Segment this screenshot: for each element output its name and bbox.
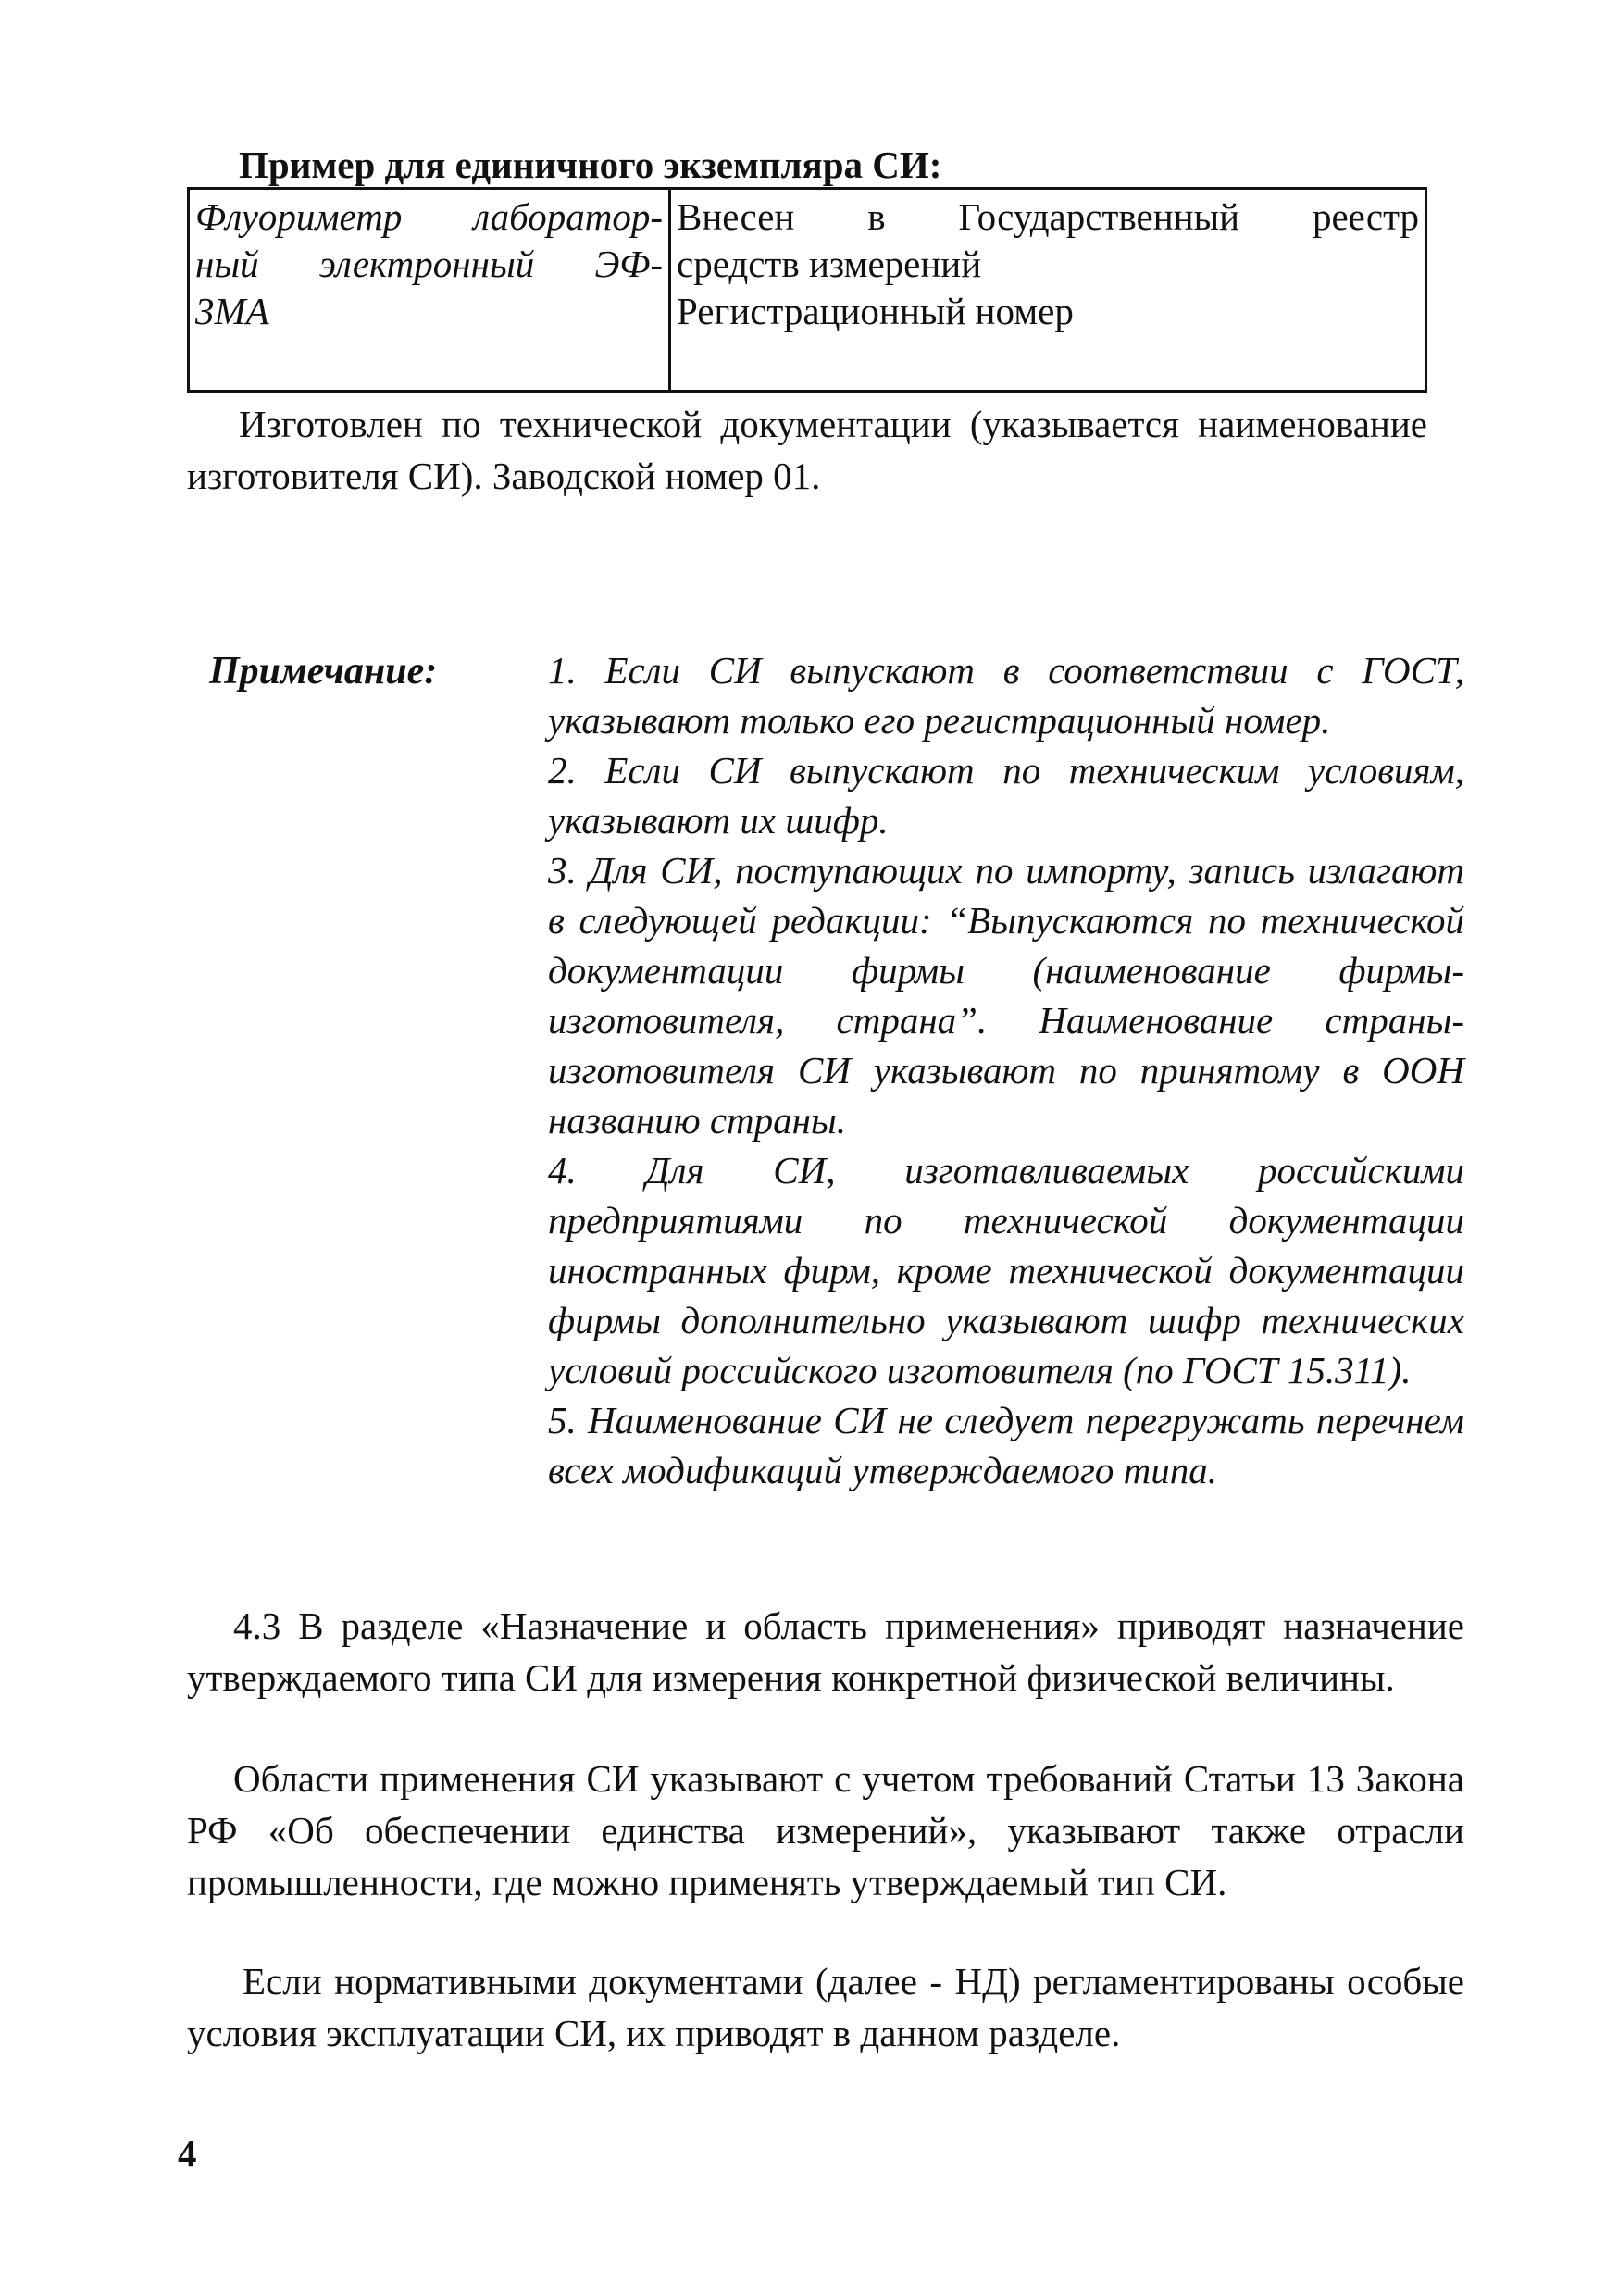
registry-info-line: средств измерений [677, 243, 982, 285]
registry-info-line: Регистрационный номер [677, 290, 1074, 332]
note-item: 5. Наименование СИ не следует перегружать перечнем всех модификаций утверждаемого типа. [548, 1399, 1464, 1491]
registry-info-cell [670, 189, 1426, 392]
example-table [187, 187, 1427, 393]
registry-info-line: Внесен в Государственный реестр [677, 195, 1419, 238]
note-label: Примечание: [209, 650, 438, 693]
note-item: 1. Если СИ выпускают в соответствии с ГОСТ, указывают только его регистрационный номер. [548, 649, 1464, 742]
instrument-name-line: ный электронный ЭФ- [195, 243, 663, 285]
instrument-name-line: Флуориметр лаборатор- [195, 195, 663, 238]
page-number: 4 [178, 2132, 197, 2175]
section-4-3-paragraph: 4.3 В разделе «Назначение и область применения» приводят назначение утверждаемого типа СИ для измерения конкретной физической величины. [187, 1604, 1464, 1699]
note-item: 3. Для СИ, поступающих по импорту, запись излагают в следующей редакции: “Выпускаются по технической документации фирмы (наименование фирмы-изготовителя, страна”. Наименование страны-изготовителя СИ указывают по принятому в ООН названию страны. [548, 849, 1464, 1142]
note-item: 2. Если СИ выпускают по техническим условиям, указывают их шифр. [548, 749, 1464, 842]
table-row [189, 189, 1426, 392]
manufactured-paragraph: Изготовлен по технической документации (указывается наименование изготовителя СИ). Заводской номер 01. [187, 403, 1427, 497]
example-heading: Пример для единичного экземпляра СИ: [239, 144, 942, 186]
instrument-name-cell [189, 189, 670, 392]
instrument-name-line: 3МА [195, 290, 269, 332]
note-list [548, 645, 1464, 1495]
operating-conditions-paragraph: Если нормативными документами (далее - НД) регламентированы особые условия эксплуатации СИ, их приводят в данном разделе. [187, 1960, 1464, 2054]
note-item: 4. Для СИ, изготавливаемых российскими предприятиями по технической документации иностранных фирм, кроме технической документации фирмы дополнительно указывают шифр технических условий российского изготовителя (по ГОСТ 15.311). [548, 1149, 1464, 1391]
application-areas-paragraph: Области применения СИ указывают с учетом требований Статьи 13 Закона РФ «Об обеспечении единства измерений», указывают также отрасли промышленности, где можно применять утверждаемый тип СИ. [187, 1757, 1464, 1903]
